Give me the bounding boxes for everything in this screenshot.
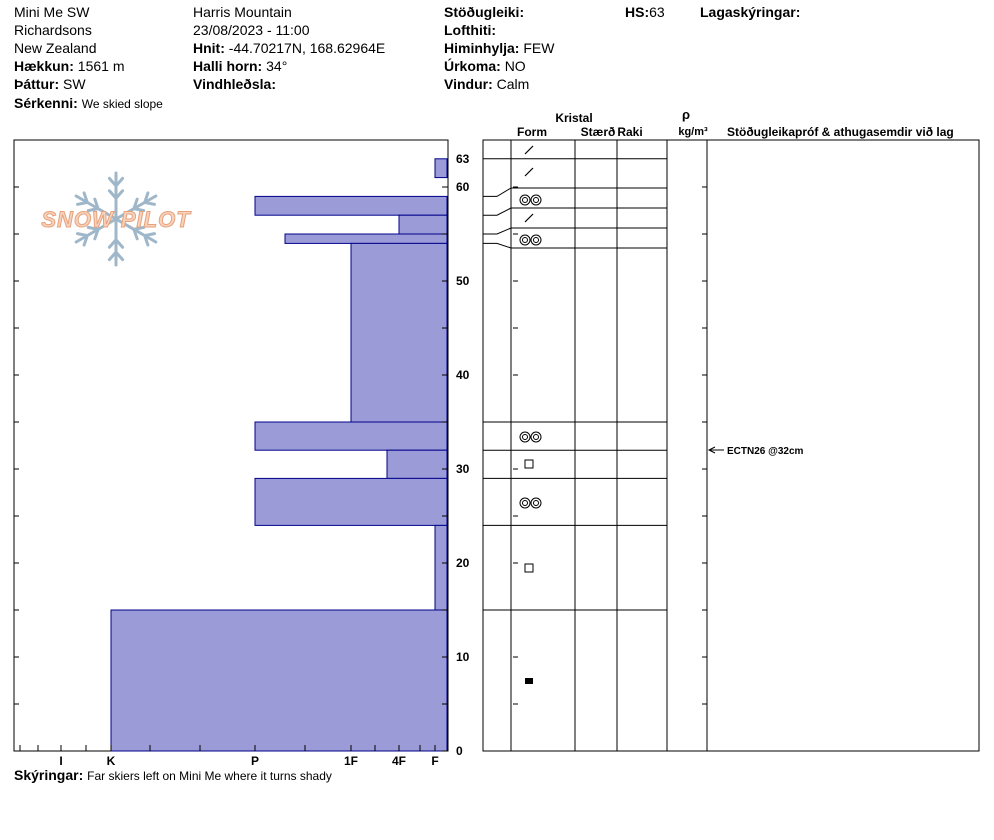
specifics-value: We skied slope bbox=[81, 97, 163, 111]
observation-datetime: 23/08/2023 - 11:00 bbox=[193, 22, 310, 38]
wind-value: Calm bbox=[496, 76, 530, 92]
moisture-header: Raki bbox=[617, 125, 643, 139]
grain-circle-inner bbox=[523, 238, 528, 243]
grain-circle-outer bbox=[520, 498, 530, 508]
hardness-tick-label: 1F bbox=[343, 754, 359, 768]
layer-connector bbox=[483, 243, 511, 248]
grain-form-slash bbox=[525, 146, 533, 154]
depth-tick-label: 60 bbox=[456, 180, 470, 194]
grain-form-square-filled bbox=[525, 678, 533, 684]
grain-circle-outer bbox=[531, 432, 541, 442]
layer-connector bbox=[483, 228, 511, 234]
grain-circle-outer bbox=[520, 432, 530, 442]
notes-value: Far skiers left on Mini Me where it turns shady bbox=[87, 769, 332, 783]
stability-tests bbox=[709, 446, 804, 457]
grain-slash-mark bbox=[525, 146, 533, 154]
hardness-bar bbox=[399, 215, 447, 234]
slope-label: Halli horn: bbox=[193, 58, 263, 74]
hardness-bar bbox=[255, 478, 447, 525]
hardness-tick-label: F bbox=[431, 754, 439, 768]
hardness-bars bbox=[111, 159, 447, 751]
site-name: Mini Me SW bbox=[14, 4, 90, 20]
grain-slash-mark bbox=[525, 168, 533, 176]
grain-circle-outer bbox=[531, 235, 541, 245]
grain-form-square-open bbox=[525, 564, 533, 572]
size-header: Stærð bbox=[580, 125, 616, 139]
depth-tick-label: 0 bbox=[456, 744, 463, 758]
hs-tick-label: 63 bbox=[456, 151, 470, 166]
grain-circle-inner bbox=[534, 435, 539, 440]
snowflake-branch bbox=[78, 234, 88, 236]
hardness-bar bbox=[285, 234, 447, 243]
grain-form-rounded-double bbox=[520, 195, 541, 205]
country-name: New Zealand bbox=[14, 40, 97, 56]
hardness-tick-label: 4F bbox=[391, 754, 407, 768]
grain-form-slash bbox=[525, 168, 533, 176]
hardness-bar bbox=[255, 422, 447, 450]
specifics-label: Sérkenni: bbox=[14, 95, 78, 111]
slope-value: 34° bbox=[266, 58, 288, 74]
precip-value: NO bbox=[504, 58, 526, 74]
legend-label: Lagaskýringar: bbox=[700, 4, 801, 20]
grain-circle-inner bbox=[523, 435, 528, 440]
layer-connector bbox=[483, 188, 511, 196]
depth-tick-label: 50 bbox=[456, 274, 470, 288]
stability-label: Stöðugleiki: bbox=[444, 4, 525, 20]
grain-square-filled bbox=[525, 678, 533, 684]
coords-value: -44.70217N, 168.62964E bbox=[228, 40, 386, 56]
depth-tick-label: 30 bbox=[456, 462, 470, 476]
snowpilot-logo bbox=[41, 173, 191, 265]
stability-test-label: ECTN26 @32cm bbox=[727, 446, 804, 457]
grain-form-rounded-double bbox=[520, 498, 541, 508]
hs-label: HS: bbox=[625, 4, 650, 20]
grain-circle-inner bbox=[534, 198, 539, 203]
hardness-bar bbox=[351, 243, 447, 422]
stability-notes-header: Stöðugleikapróf & athugasemdir við lag bbox=[727, 125, 954, 139]
density-unit-header: kg/m³ bbox=[678, 126, 708, 138]
hardness-bar bbox=[435, 159, 447, 178]
notes-label: Skýringar: bbox=[14, 767, 84, 783]
sky-value: FEW bbox=[523, 40, 555, 56]
region-name: Richardsons bbox=[14, 22, 92, 38]
snowflake-branch bbox=[145, 202, 155, 204]
air-temp-label: Lofthiti: bbox=[444, 22, 497, 38]
grain-circle-outer bbox=[531, 195, 541, 205]
grain-form-rounded-double bbox=[520, 432, 541, 442]
hardness-bar bbox=[435, 525, 447, 610]
grain-form-square-open bbox=[525, 460, 533, 468]
layer-connector bbox=[483, 208, 511, 215]
depth-tick-label: 20 bbox=[456, 556, 470, 570]
grain-circle-outer bbox=[531, 498, 541, 508]
grain-circle-inner bbox=[534, 501, 539, 506]
hardness-tick-label: P bbox=[250, 754, 260, 768]
hardness-bar bbox=[111, 610, 447, 751]
wind-label: Vindur: bbox=[444, 76, 493, 92]
grain-slash-mark bbox=[525, 214, 533, 222]
rho-header: ρ bbox=[681, 107, 691, 122]
grain-circle-inner bbox=[523, 501, 528, 506]
grain-circle-inner bbox=[534, 238, 539, 243]
aspect-label: Þáttur: bbox=[14, 76, 60, 92]
grain-circle-inner bbox=[523, 198, 528, 203]
grain-square-open bbox=[525, 460, 533, 468]
elevation-label: Hækkun: bbox=[14, 58, 74, 74]
grain-form-rounded-double bbox=[520, 235, 541, 245]
wind-loading-label: Vindhleðsla: bbox=[193, 76, 276, 92]
grain-circle-outer bbox=[520, 235, 530, 245]
grain-circle-outer bbox=[520, 195, 530, 205]
depth-tick-label: 40 bbox=[456, 368, 470, 382]
grain-forms bbox=[520, 146, 541, 684]
hardness-tick-label: K bbox=[106, 754, 116, 768]
location-name: Harris Mountain bbox=[193, 4, 292, 20]
form-header: Form bbox=[517, 125, 547, 139]
grain-square-open bbox=[525, 564, 533, 572]
hardness-bar bbox=[255, 196, 447, 215]
snowpilot-logo-text: SNOW PILOT bbox=[41, 207, 191, 232]
hs-value: 63 bbox=[649, 4, 665, 20]
depth-tick-label: 10 bbox=[456, 650, 470, 664]
elevation-value: 1561 m bbox=[77, 58, 125, 74]
coords-label: Hnit: bbox=[193, 40, 225, 56]
grain-form-slash bbox=[525, 214, 533, 222]
hardness-bar bbox=[387, 450, 447, 478]
hardness-tick-label: I bbox=[59, 754, 63, 768]
crystal-header: Kristal bbox=[555, 111, 593, 125]
sky-label: Himinhylja: bbox=[444, 40, 520, 56]
aspect-value: SW bbox=[63, 76, 86, 92]
precip-label: Úrkoma: bbox=[444, 58, 501, 74]
